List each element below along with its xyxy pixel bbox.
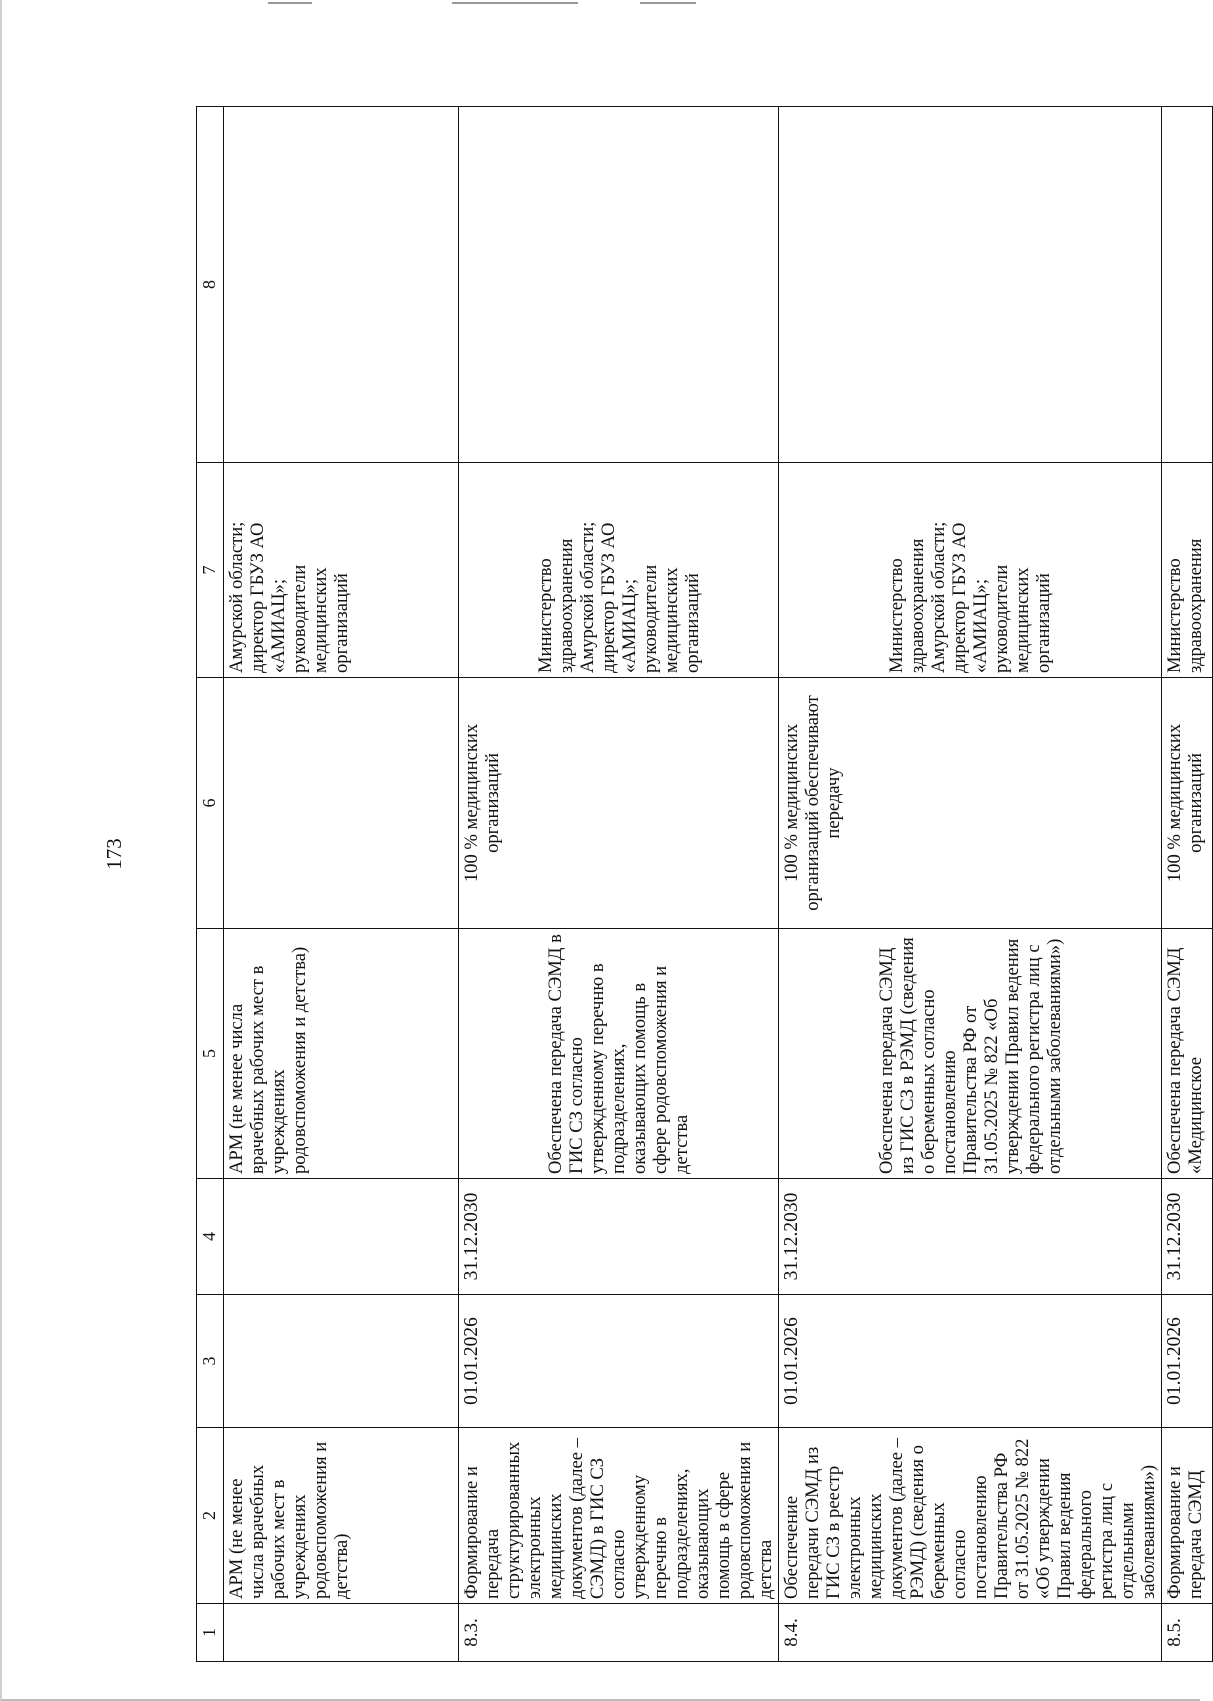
row-number: 8.3. <box>459 1604 779 1662</box>
indicator-cell: 100 % медицинских организаций <box>1162 678 1213 929</box>
scan-artifact <box>452 2 578 4</box>
header-row <box>197 107 224 1662</box>
start-date-cell: 01.01.2026 <box>779 1295 1162 1428</box>
note-cell <box>224 107 459 463</box>
event-cell: Формирование и передача структурированных электронных медицинских документов (далее – СЭМД) в ГИС СЗ согласно утвержденному перечню в подразделениях, оказывающих помощь в сфере родовспоможения и детства <box>459 1428 779 1604</box>
header-cell-3: 3 <box>197 1295 224 1428</box>
result-cell: Обеспечена передача СЭМД в ГИС СЗ согласно утвержденному перечню в подразделениях, оказывающих помощь в сфере родовспоможения и детства <box>459 929 779 1179</box>
scan-artifact <box>268 2 312 4</box>
header-cell-8: 8 <box>197 107 224 463</box>
note-cell <box>779 107 1162 463</box>
responsible-cell: Министерство здравоохранения Амурской области; директор ГБУЗ АО «АМИАЦ»; руководители медицинских организаций <box>779 463 1162 678</box>
header-cell-2: 2 <box>197 1428 224 1604</box>
table-row <box>779 107 1162 1662</box>
end-date-cell: 31.12.2030 <box>779 1179 1162 1295</box>
note-cell <box>1162 107 1213 463</box>
start-date-cell: 01.01.2026 <box>1162 1295 1213 1428</box>
table-row <box>1162 107 1213 1662</box>
responsible-cell: Амурской области; директор ГБУЗ АО «АМИАЦ»; руководители медицинских организаций <box>224 463 459 678</box>
start-date-cell: 01.01.2026 <box>459 1295 779 1428</box>
table-container <box>196 107 1206 1662</box>
responsible-cell: Министерство здравоохранения Амурской области; директор ГБУЗ АО «АМИАЦ»; руководители медицинских организаций <box>459 463 779 678</box>
indicator-cell: 100 % медицинских организаций обеспечивают передачу <box>779 678 1162 929</box>
end-date-cell <box>224 1179 459 1295</box>
result-cell: Обеспечена передача СЭМД из ГИС СЗ в РЭМД (сведения о беременных согласно постановлению Правительства РФ от 31.05.2025 № 822 «Об утверждении Правил ведения федерального регистра лиц с отдельными заболеваниями») <box>779 929 1162 1179</box>
end-date-cell: 31.12.2030 <box>1162 1179 1213 1295</box>
note-cell <box>459 107 779 463</box>
indicator-cell <box>224 678 459 929</box>
event-cell: Формирование и передача СЭМД <box>1162 1428 1213 1604</box>
row-number: 8.4. <box>779 1604 1162 1662</box>
header-cell-5: 5 <box>197 929 224 1179</box>
header-cell-4: 4 <box>197 1179 224 1295</box>
result-cell: АРМ (не менее числа врачебных рабочих мест в учреждениях родовспоможения и детства) <box>224 929 459 1179</box>
scan-artifact <box>640 2 696 4</box>
result-cell: Обеспечена передача СЭМД «Медицинское <box>1162 929 1213 1179</box>
indicator-cell: 100 % медицинских организаций <box>459 678 779 929</box>
end-date-cell: 31.12.2030 <box>459 1179 779 1295</box>
header-cell-6: 6 <box>197 678 224 929</box>
plan-table <box>196 106 1213 1662</box>
table-row <box>224 107 459 1662</box>
event-cell: АРМ (не менее числа врачебных рабочих мест в учреждениях родовспоможения и детства) <box>224 1428 459 1604</box>
responsible-cell: Министерство здравоохранения <box>1162 463 1213 678</box>
table-row <box>459 107 779 1662</box>
header-cell-7: 7 <box>197 463 224 678</box>
start-date-cell <box>224 1295 459 1428</box>
header-cell-1: 1 <box>197 1604 224 1662</box>
page-number: 173 <box>102 838 126 870</box>
row-number <box>224 1604 459 1662</box>
row-number: 8.5. <box>1162 1604 1213 1662</box>
event-cell: Обеспечение передачи СЭМД из ГИС СЗ в реестр электронных медицинских документов (далее – РЭМД) (сведения о беременных согласно постановлению Правительства РФ от 31.05.2025 № 822 «Об утверждении Правил ведения федерального регистра лиц с отдельными заболеваниями») <box>779 1428 1162 1604</box>
